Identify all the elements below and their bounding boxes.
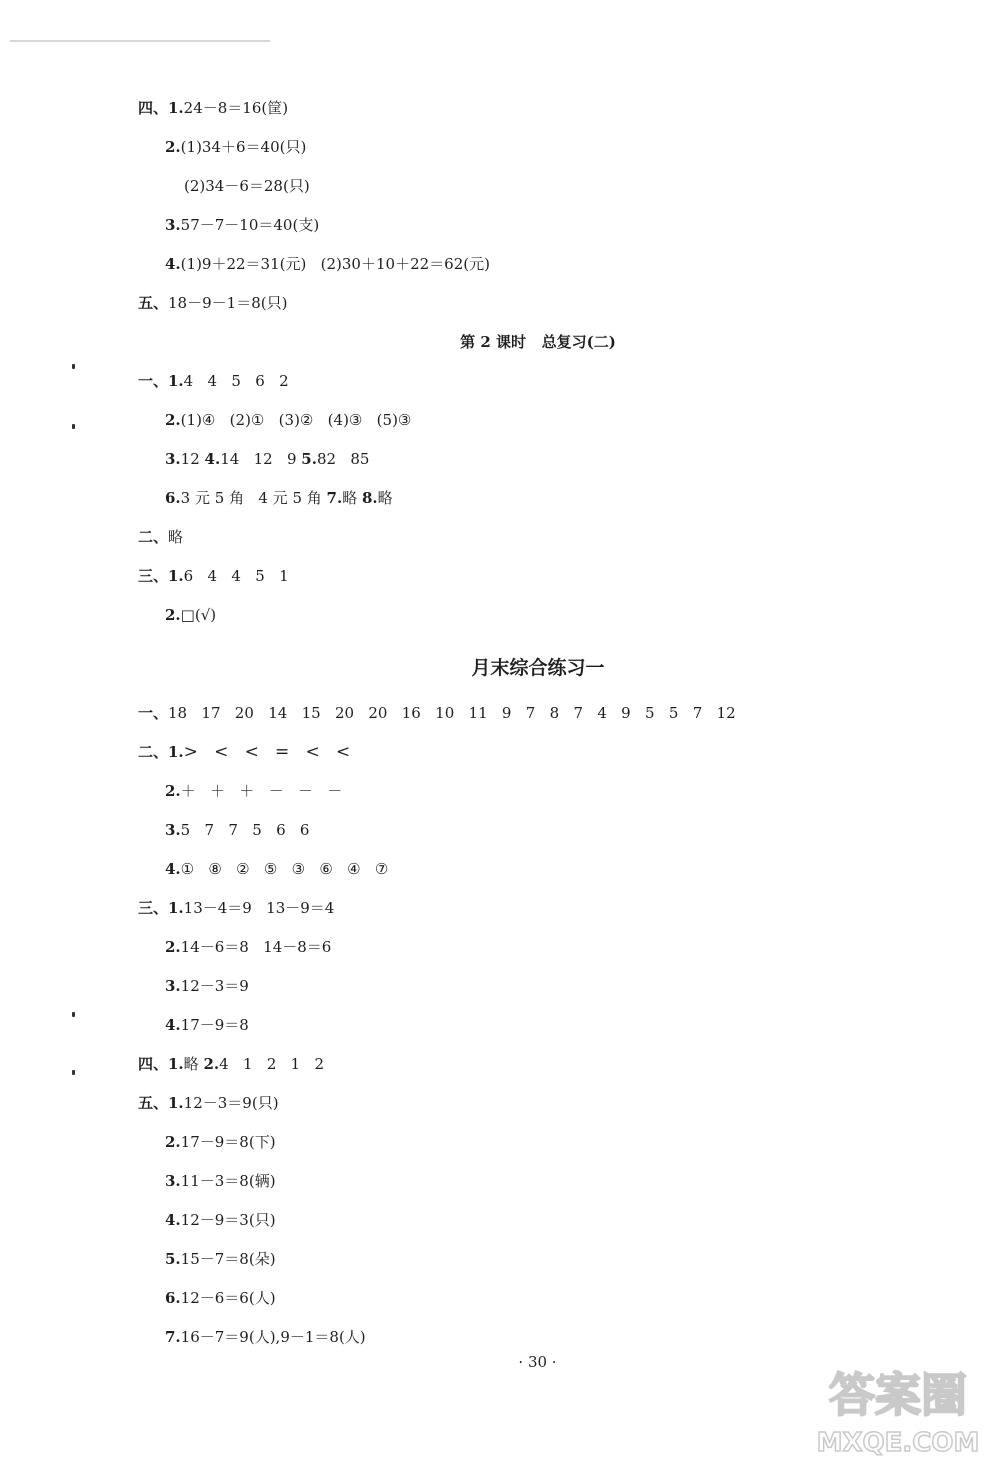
answer-line: 二、略 [138,528,184,546]
answer-line: 2.17－9＝8(下) [165,1133,276,1151]
watermark-logo [808,1353,988,1463]
answer-line: 四、1.24－8＝16(筐) [138,99,289,117]
answer-line: 2.＋ ＋ ＋ － － － [165,782,343,800]
answer-line: 三、1.6 4 4 5 1 [138,567,289,585]
answer-line: 3.11－3＝8(辆) [165,1172,276,1190]
answer-line: 6.12－6＝6(人) [165,1289,276,1307]
answer-line: 一、18 17 20 14 15 20 20 16 10 11 9 7 8 7 4 9 5 5 7 12 [138,704,736,722]
answer-line: 一、1.4 4 5 6 2 [138,372,289,390]
scan-speck [72,1012,75,1017]
answer-line: 4.① ⑧ ② ⑤ ③ ⑥ ④ ⑦ [165,860,389,878]
answer-line: 四、1.略 2.4 1 2 1 2 [138,1055,325,1073]
answer-line: 7.16－7＝9(人),9－1＝8(人) [165,1328,366,1346]
answer-line: 2.14－6＝8 14－8＝6 [165,938,332,956]
page-number: · 30 · [518,1353,557,1371]
answer-line: 2.(1)34＋6＝40(只) [165,138,307,156]
answer-line: (2)34－6＝28(只) [184,177,310,195]
answer-line: 5.15－7＝8(朵) [165,1250,276,1268]
scan-speck [72,364,75,369]
answer-line: 2.□(√) [165,606,217,624]
answer-line: 3.57－7－10＝40(支) [165,216,320,234]
answer-line: 3.12－3＝9 [165,977,249,995]
answer-line: 2.(1)④ (2)① (3)② (4)③ (5)③ [165,411,412,429]
section-heading: 第 2 课时 总复习(二) [460,333,616,351]
answer-line: 4.(1)9＋22＝31(元) (2)30＋10＋22＝62(元) [165,255,490,273]
answer-line: 6.3 元 5 角 4 元 5 角 7.略 8.略 [165,489,393,507]
watermark-bottom-text: MXQE.COM [816,1428,980,1458]
answer-line: 二、1.> < < = < < [138,742,351,762]
scan-smudge [10,40,270,42]
scan-speck [72,424,75,429]
answer-line: 3.12 4.14 12 9 5.82 85 [165,450,370,468]
scan-speck [72,1070,75,1075]
answer-line: 三、1.13－4＝9 13－9＝4 [138,899,335,917]
answer-line: 4.12－9＝3(只) [165,1211,276,1229]
section-heading: 月末综合练习一 [471,657,605,679]
answer-line: 4.17－9＝8 [165,1016,249,1034]
watermark-top-text: 答案圈 [829,1368,967,1422]
answer-line: 五、18－9－1＝8(只) [138,294,288,312]
answer-line: 3.5 7 7 5 6 6 [165,821,310,839]
answer-line: 五、1.12－3＝9(只) [138,1094,279,1112]
